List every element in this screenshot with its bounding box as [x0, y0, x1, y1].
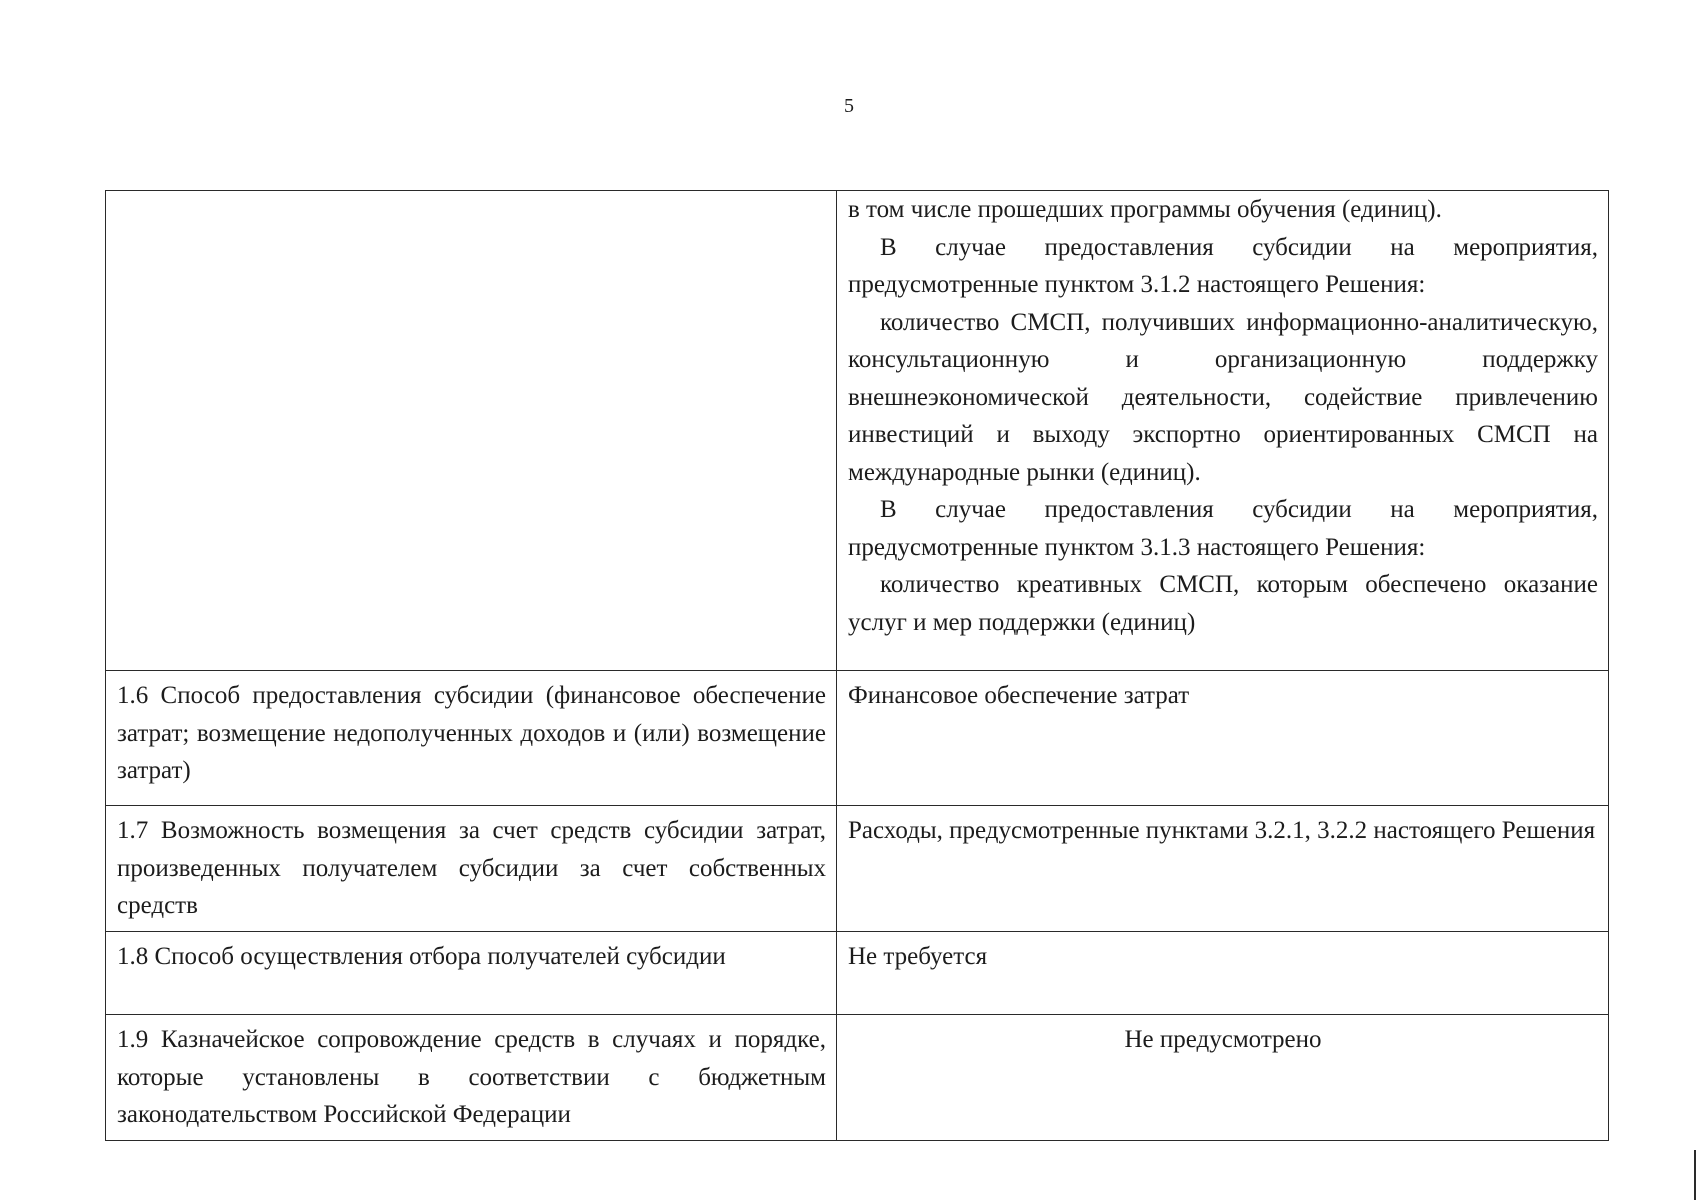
scan-edge-mark [1694, 1150, 1696, 1200]
row-1-9-value: Не предусмотрено [837, 1015, 1609, 1141]
row-1-6-value: Финансовое обеспечение затрат [837, 671, 1609, 806]
paragraph-case-3-1-2: В случае предоставления субсидии на мероприятия, предусмотренные пунктом 3.1.2 настоящего Решения: [848, 233, 1598, 298]
table-row [106, 1015, 1609, 1141]
table-row [106, 191, 1609, 671]
table-row [106, 671, 1609, 806]
row-1-7-value: Расходы, предусмотренные пунктами 3.2.1, 3.2.2 настоящего Решения [837, 806, 1609, 932]
row-1-8-value: Не требуется [837, 932, 1609, 1015]
row-1-9-label: 1.9 Казначейское сопровождение средств в случаях и порядке, которые установлены в соответствии с бюджетным законодательством Российской Федерации [106, 1015, 837, 1141]
paragraph-case-3-1-3: В случае предоставления субсидии на мероприятия, предусмотренные пунктом 3.1.3 настоящего Решения: [848, 496, 1598, 561]
subsidy-parameters-table [105, 190, 1609, 1141]
table-row [106, 932, 1609, 1015]
row1-right-cell [837, 191, 1609, 671]
table-row [106, 806, 1609, 932]
row1-left-cell [106, 191, 837, 671]
paragraph-creative-smsp-count: количество креативных СМСП, которым обеспечено оказание услуг и мер поддержки (единиц) [848, 571, 1598, 636]
page-number: 5 [844, 95, 854, 117]
row-1-7-label: 1.7 Возможность возмещения за счет средств субсидии затрат, произведенных получателем субсидии за счет собственных средств [106, 806, 837, 932]
row-1-8-label: 1.8 Способ осуществления отбора получателей субсидии [106, 932, 837, 1015]
paragraph-smsp-support-count: количество СМСП, получивших информационно-аналитическую, консультационную и организационную поддержку внешнеэкономической деятельности, содействие привлечению инвестиций и выходу экспортно ориентированных СМСП на международные рынки (единиц). [848, 308, 1598, 486]
row-1-6-label: 1.6 Способ предоставления субсидии (финансовое обеспечение затрат; возмещение недополученных доходов и (или) возмещение затрат) [106, 671, 837, 806]
paragraph-trained-count: в том числе прошедших программы обучения (единиц). [848, 196, 1442, 223]
